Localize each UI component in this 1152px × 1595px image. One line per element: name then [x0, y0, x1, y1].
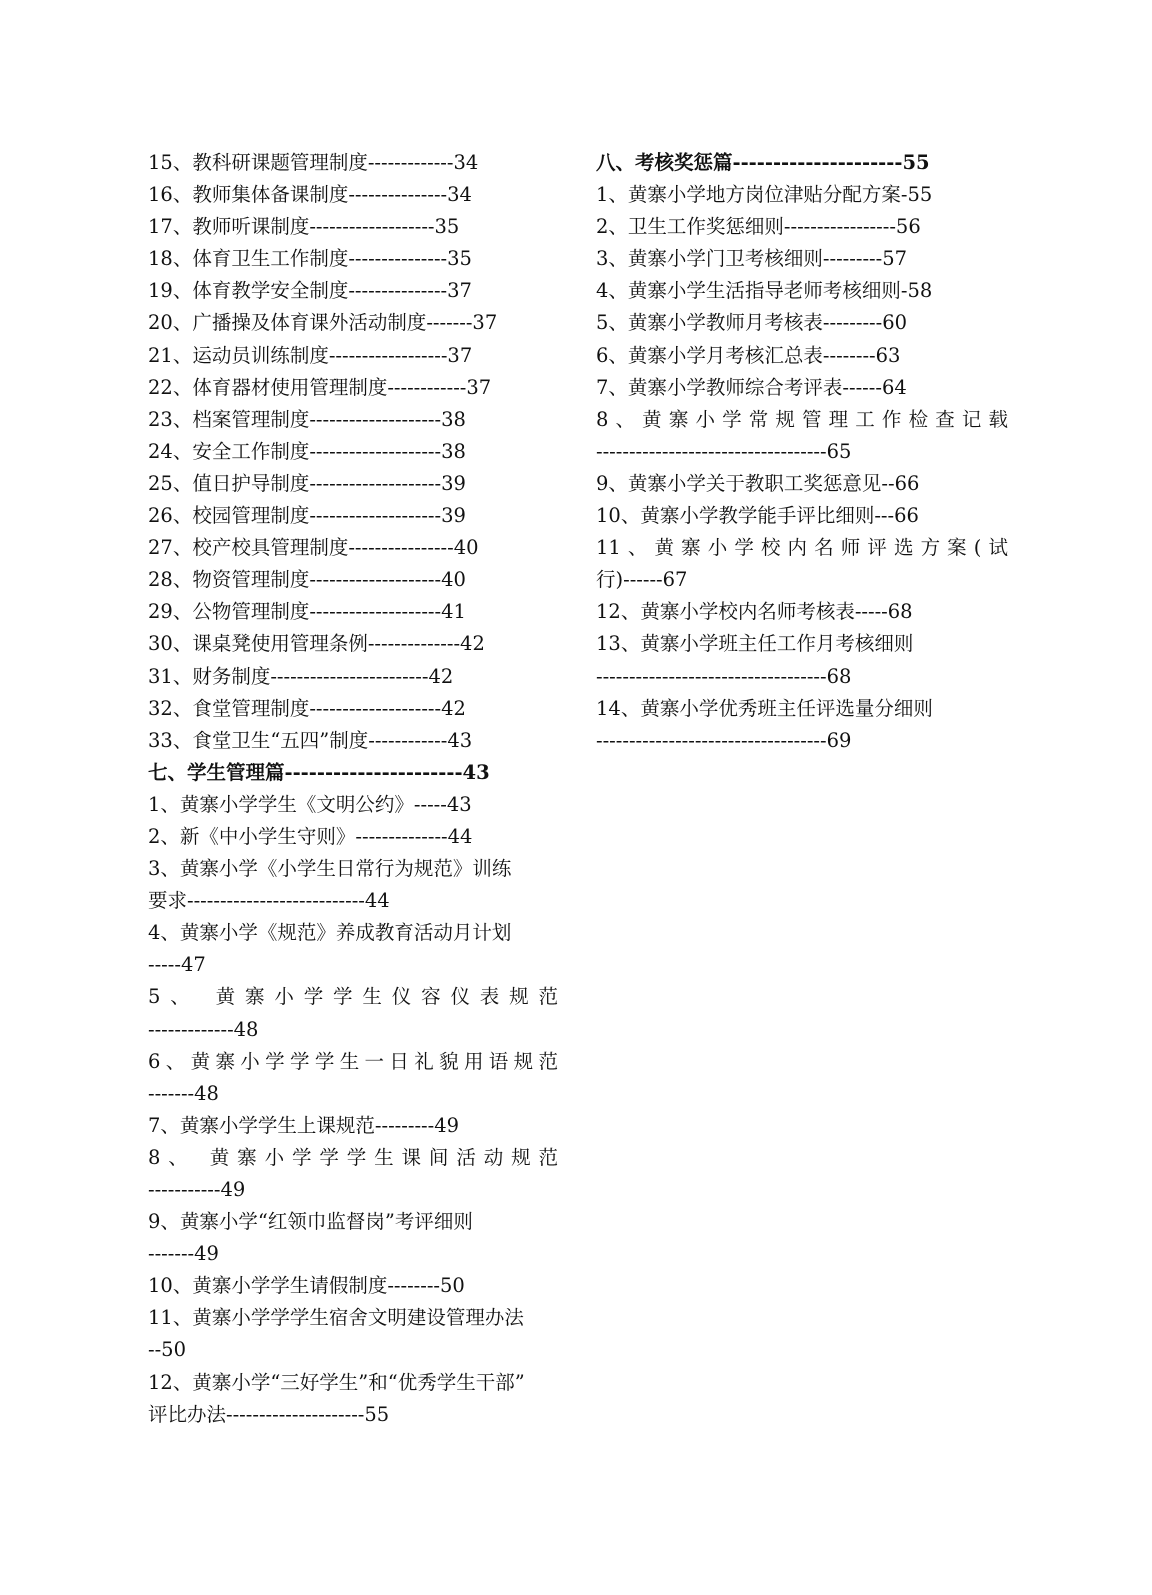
- toc-entry: 11、黄寨小学学学生宿舍文明建设管理办法: [148, 1306, 524, 1330]
- toc-entry: 26、校园管理制度--------------------39: [148, 504, 466, 528]
- toc-entry: 6、黄寨小学学学生一日礼貌用语规范: [148, 1049, 558, 1073]
- toc-entry: 31、财务制度------------------------42: [148, 664, 454, 688]
- toc-entry: 33、食堂卫生“五四”制度------------43: [148, 728, 473, 752]
- toc-entry: 6、黄寨小学月考核汇总表--------63: [596, 343, 901, 367]
- toc-entry: 21、运动员训练制度------------------37: [148, 343, 473, 367]
- toc-entry: 2、卫生工作奖惩细则-----------------56: [596, 215, 921, 239]
- toc-entry: -------48: [148, 1081, 219, 1105]
- toc-entry: 2、新《中小学生守则》--------------44: [148, 824, 473, 848]
- toc-entry: 行)------67: [596, 568, 688, 592]
- toc-entry: 8、黄寨小学常规管理工作检查记载: [596, 407, 1008, 431]
- toc-entry: 5、 黄寨小学学生仪容仪表规范: [148, 985, 558, 1009]
- toc-entry: 11、黄寨小学校内名师评选方案(试: [596, 536, 1008, 560]
- toc-entry: 7、黄寨小学学生上课规范---------49: [148, 1113, 460, 1137]
- toc-entry: 23、档案管理制度--------------------38: [148, 407, 466, 431]
- toc-entry: 10、黄寨小学学生请假制度--------50: [148, 1274, 465, 1298]
- toc-right-column: [596, 147, 1008, 757]
- toc-entry: 12、黄寨小学校内名师考核表-----68: [596, 600, 913, 624]
- toc-entry: 5、黄寨小学教师月考核表---------60: [596, 311, 908, 335]
- toc-entry: 12、黄寨小学“三好学生”和“优秀学生干部”: [148, 1370, 525, 1394]
- toc-entry: -------49: [148, 1242, 219, 1266]
- toc-left-column: [148, 147, 558, 1431]
- toc-entry: -----------49: [148, 1178, 246, 1201]
- toc-entry: 1、黄寨小学学生《文明公约》-----43: [148, 792, 472, 816]
- toc-entry: 25、值日护导制度--------------------39: [148, 471, 466, 495]
- toc-section-heading: 七、学生管理篇----------------------43: [148, 760, 490, 784]
- toc-entry: 4、黄寨小学《规范》养成教育活动月计划: [148, 921, 512, 945]
- toc-entry: 27、校产校具管理制度----------------40: [148, 536, 479, 560]
- toc-entry: 22、体育器材使用管理制度------------37: [148, 375, 492, 399]
- toc-entry: 评比办法---------------------55: [148, 1402, 390, 1426]
- toc-entry: 19、体育教学安全制度---------------37: [148, 279, 472, 303]
- toc-entry: 3、黄寨小学《小学生日常行为规范》训练: [148, 857, 512, 881]
- toc-entry: 14、黄寨小学优秀班主任评选量分细则: [596, 696, 933, 720]
- toc-entry: 24、安全工作制度--------------------38: [148, 439, 466, 463]
- toc-entry: 17、教师听课制度-------------------35: [148, 215, 460, 239]
- toc-entry: 20、广播操及体育课外活动制度-------37: [148, 311, 498, 335]
- toc-entry: 32、食堂管理制度--------------------42: [148, 696, 466, 720]
- toc-entry: 18、体育卫生工作制度---------------35: [148, 247, 472, 271]
- toc-entry: 8、 黄寨小学学学生课间活动规范: [148, 1145, 558, 1169]
- toc-entry: 9、黄寨小学“红领巾监督岗”考评细则: [148, 1210, 473, 1234]
- toc-entry: 3、黄寨小学门卫考核细则---------57: [596, 247, 908, 271]
- toc-entry: 10、黄寨小学教学能手评比细则---66: [596, 504, 919, 528]
- toc-section-heading: 八、考核奖惩篇---------------------55: [596, 151, 930, 174]
- toc-entry: -------------48: [148, 1017, 259, 1041]
- toc-entry: -----------------------------------69: [596, 728, 852, 752]
- toc-entry: 4、黄寨小学生活指导老师考核细则-58: [596, 279, 933, 303]
- toc-entry: 1、黄寨小学地方岗位津贴分配方案-55: [596, 183, 933, 207]
- toc-entry: -----------------------------------68: [596, 664, 852, 688]
- toc-entry: 9、黄寨小学关于教职工奖惩意见--66: [596, 471, 920, 495]
- toc-entry: 28、物资管理制度--------------------40: [148, 568, 466, 592]
- toc-entry: 30、课桌凳使用管理条例--------------42: [148, 632, 485, 656]
- toc-entry: --50: [148, 1338, 186, 1362]
- toc-entry: 29、公物管理制度--------------------41: [148, 600, 466, 624]
- toc-entry: 16、教师集体备课制度---------------34: [148, 183, 472, 207]
- toc-entry: 7、黄寨小学教师综合考评表------64: [596, 375, 907, 399]
- toc-entry: 15、教科研课题管理制度-------------34: [148, 151, 479, 174]
- toc-entry: 要求---------------------------44: [148, 889, 390, 913]
- toc-entry: -----------------------------------65: [596, 439, 852, 463]
- toc-entry: -----47: [148, 953, 206, 977]
- toc-entry: 13、黄寨小学班主任工作月考核细则: [596, 632, 914, 656]
